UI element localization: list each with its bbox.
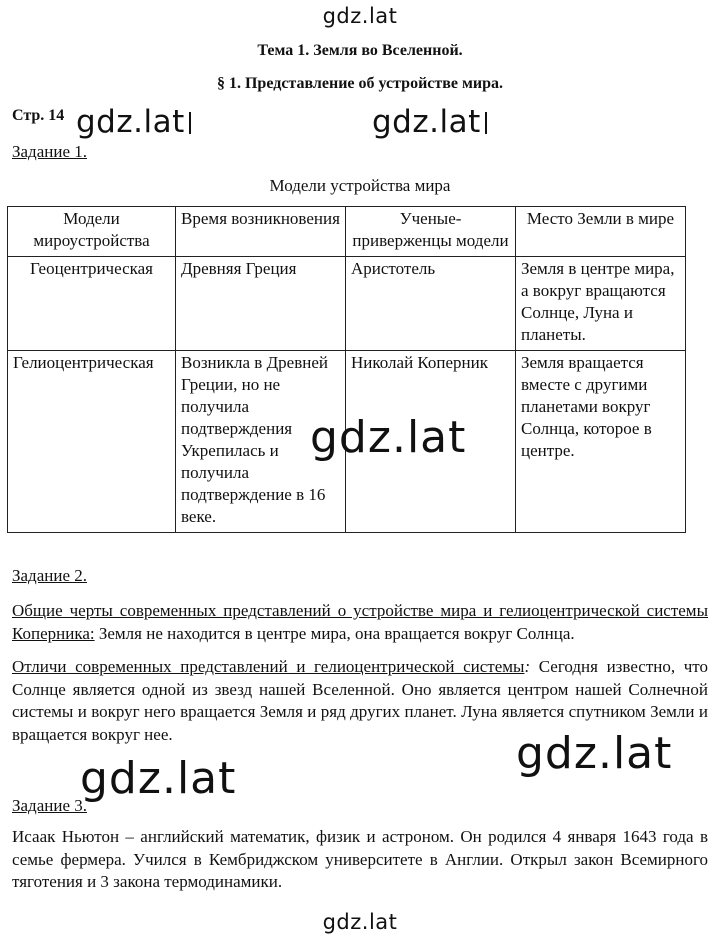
table-header-row xyxy=(8,207,686,257)
watermark-right: gdz.lat xyxy=(516,728,673,779)
watermark-inline-left xyxy=(76,104,191,140)
watermark-table: gdz.lat xyxy=(310,412,467,463)
watermark-text: gdz.lat xyxy=(76,104,185,140)
watermark-bottom: gdz.lat xyxy=(322,910,398,934)
task3-heading: Задание 3. xyxy=(12,796,87,815)
common-features-label: Общие черты современных представлений о устройстве мира и гелиоцентрической системы Коперника: xyxy=(12,601,708,643)
task3-text: Исаак Ньютон – английский математик, физик и астроном. Он родился 4 января 1643 года в семье фермера. Учился в Кембриджском университете в Англии. Открыл закон Всемирного тяготения и 3 закона термодинамики. xyxy=(12,827,708,891)
table-row xyxy=(8,257,686,351)
table-cell: Гелиоцентрическая xyxy=(8,351,176,533)
table-cell: Аристотель xyxy=(346,257,516,351)
task2-common-features xyxy=(12,600,708,645)
task2-heading: Задание 2. xyxy=(12,566,87,585)
models-table xyxy=(7,206,686,533)
table-caption: Модели устройства мира xyxy=(269,176,451,195)
table-cell: Земля вращается вместе с другими планетами вокруг Солнца, которое в центре. xyxy=(516,351,686,533)
differences-colon: : xyxy=(524,657,531,676)
topic-title: Тема 1. Земля во Вселенной. xyxy=(257,42,463,59)
header-cell: Модели мироустройства xyxy=(8,207,176,257)
table-cell: Возникла в Древней Греции, но не получила подтверждения Укрепилась и получила подтверждение в 16 веке. xyxy=(176,351,346,533)
cursor-bar xyxy=(485,112,487,134)
header-cell: Место Земли в мире xyxy=(516,207,686,257)
watermark-top: gdz.lat xyxy=(322,4,398,28)
table-cell: Николай Коперник xyxy=(346,351,516,533)
cursor-bar xyxy=(189,112,191,134)
differences-text: Сегодня известно, что Солнце является одной из звезд нашей Вселенной. Оно является центром нашей Солнечной системы и вокруг него вращается Земля и ряд других планет. Луна является спутником Земли и вращается вокруг нее. xyxy=(12,657,708,744)
common-features-text: Земля не находится в центре мира, она вращается вокруг Солнца. xyxy=(94,623,575,643)
watermark-inline-right xyxy=(372,104,487,140)
table-cell: Геоцентрическая xyxy=(8,257,176,351)
header-cell: Время возникновения xyxy=(176,207,346,257)
task1-heading: Задание 1. xyxy=(12,142,87,161)
header-cell: Ученые-приверженцы модели xyxy=(346,207,516,257)
table-cell: Земля в центре мира, а вокруг вращаются Солнце, Луна и планеты. xyxy=(516,257,686,351)
differences-label: Отличи современных представлений и гелиоцентрической системы xyxy=(12,657,525,676)
watermark-left: gdz.lat xyxy=(80,753,237,804)
watermark-text: gdz.lat xyxy=(372,104,481,140)
section-title: § 1. Представление об устройстве мира. xyxy=(216,75,504,92)
table-cell: Древняя Греция xyxy=(176,257,346,351)
page-reference: Стр. 14 xyxy=(12,107,65,124)
